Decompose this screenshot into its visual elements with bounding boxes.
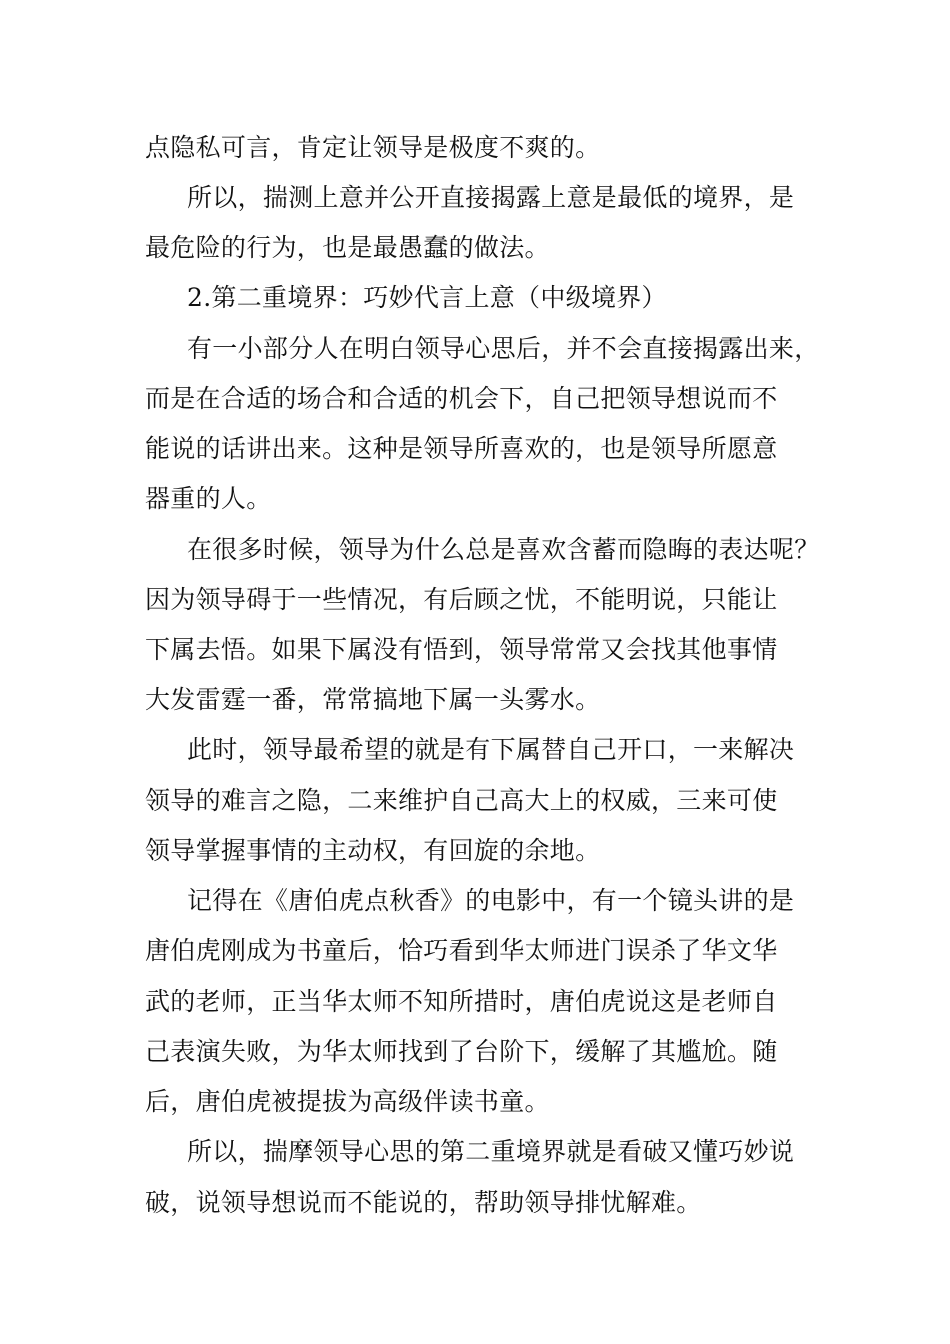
text-line: 下属去悟。如果下属没有悟到，领导常常又会找其他事情	[145, 635, 778, 664]
text-line: 己表演失败，为华太师找到了台阶下，缓解了其尴尬。随	[145, 1037, 778, 1066]
text-line: 在很多时候，领导为什么总是喜欢含蓄而隐晦的表达呢？	[187, 535, 820, 564]
text-line: 破，说领导想说而不能说的，帮助领导排忧解难。	[145, 1188, 702, 1217]
text-line: 后，唐伯虎被提拔为高级伴读书童。	[145, 1087, 550, 1116]
text-line: 点隐私可言，肯定让领导是极度不爽的。	[145, 133, 601, 162]
text-line: 领导掌握事情的主动权，有回旋的余地。	[145, 836, 601, 865]
text-line: 大发雷霆一番，常常搞地下属一头雾水。	[145, 685, 601, 714]
text-line: 记得在《唐伯虎点秋香》的电影中，有一个镜头讲的是	[187, 886, 795, 915]
text-line: 此时，领导最希望的就是有下属替自己开口，一来解决	[187, 735, 795, 764]
section-heading: 2.第二重境界：巧妙代言上意（中级境界）	[187, 283, 667, 312]
text-line: 最危险的行为，也是最愚蠢的做法。	[145, 233, 550, 262]
text-line: 所以，揣测上意并公开直接揭露上意是最低的境界，是	[187, 183, 795, 212]
text-line: 武的老师，正当华太师不知所措时，唐伯虎说这是老师自	[145, 987, 778, 1016]
text-line: 因为领导碍于一些情况，有后顾之忧，不能明说，只能让	[145, 585, 778, 614]
text-line: 能说的话讲出来。这种是领导所喜欢的，也是领导所愿意	[145, 434, 778, 463]
text-line: 有一小部分人在明白领导心思后，并不会直接揭露出来，	[187, 334, 820, 363]
text-line: 器重的人。	[145, 484, 272, 513]
text-line: 领导的难言之隐，二来维护自己高大上的权威，三来可使	[145, 786, 778, 815]
text-line: 所以，揣摩领导心思的第二重境界就是看破又懂巧妙说	[187, 1137, 795, 1166]
text-line: 而是在合适的场合和合适的机会下，自己把领导想说而不	[145, 384, 778, 413]
text-line: 唐伯虎刚成为书童后，恰巧看到华太师进门误杀了华文华	[145, 936, 778, 965]
